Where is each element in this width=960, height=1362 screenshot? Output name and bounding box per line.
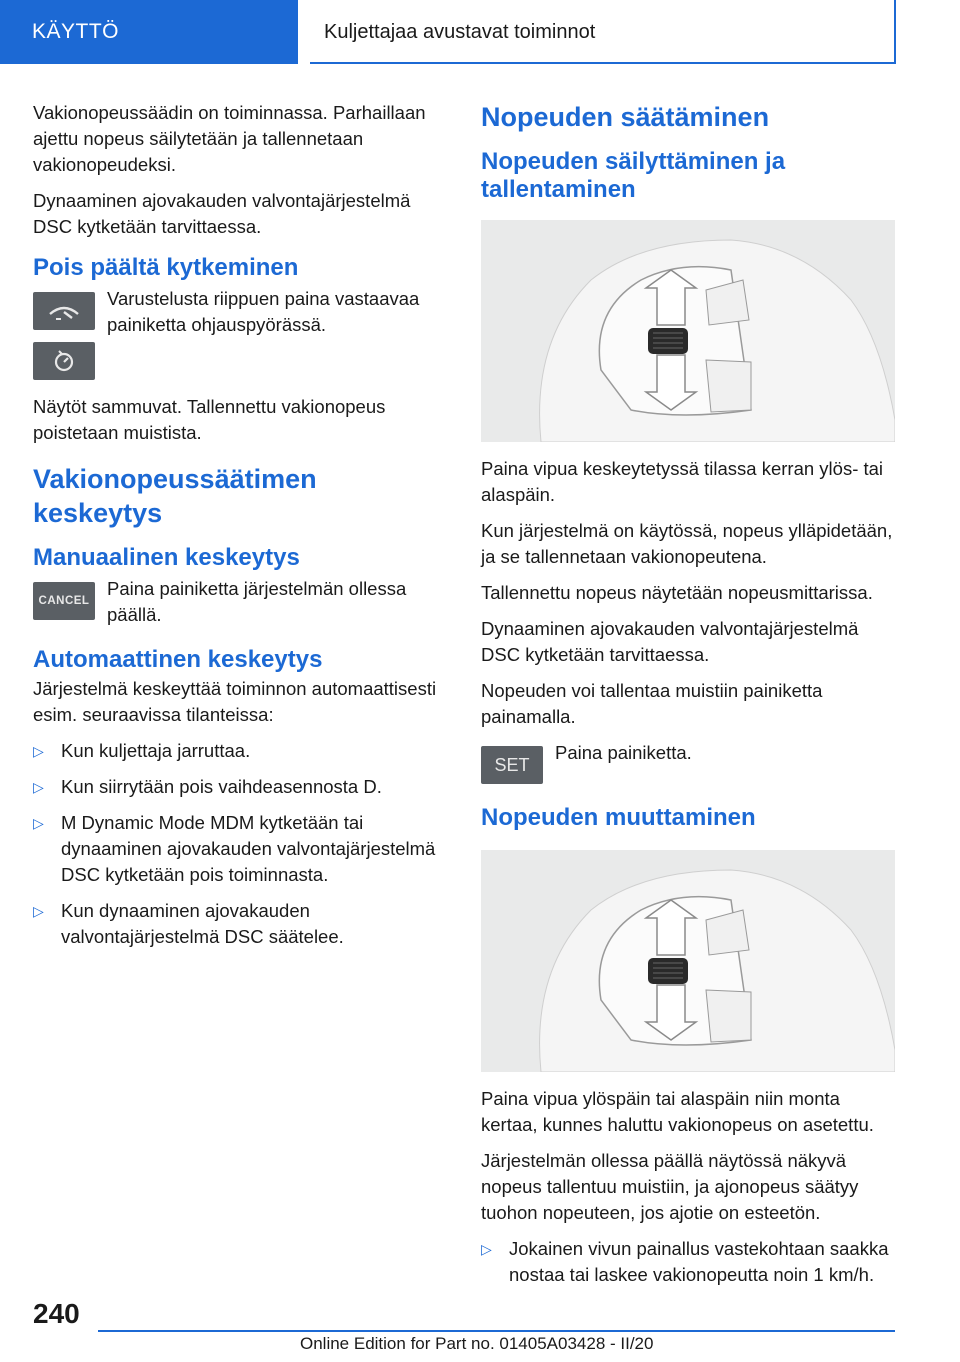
- chapter-tab: KÄYTTÖ: [0, 0, 298, 64]
- paragraph: Dynaaminen ajovakauden valvontajärjestelmä DSC kytketään tarvittaessa.: [481, 618, 859, 665]
- limiter-button-image: [33, 342, 95, 380]
- manual-pause-text: Paina painiketta järjestelmän ollessa päällä.: [107, 578, 407, 625]
- alternative-button-row: [33, 342, 443, 380]
- list-item: ▷ M Dynamic Mode MDM kytketään tai dynaaminen ajovakauden valvontajärjestelmä DSC kytketään pois toiminnasta.: [33, 812, 436, 885]
- heading-switch-off: Pois päältä kytkeminen: [33, 254, 299, 281]
- list-item: ▷ Kun dynaaminen ajovakauden valvontajärjestelmä DSC säätelee.: [33, 900, 344, 947]
- heading-keep-speed: Nopeuden säilyttäminen ja tallentaminen: [481, 148, 786, 203]
- list-item: ▷ Jokainen vivun painallus vastekohtaan saakka nostaa tai laskee vakionopeutta noin 1 km/h.: [481, 1238, 889, 1285]
- set-text: Paina painiketta.: [555, 742, 692, 763]
- bullet-triangle-icon: ▷: [33, 743, 44, 759]
- steering-wheel-illustration: [481, 220, 895, 442]
- bullet-triangle-icon: ▷: [481, 1241, 492, 1257]
- paragraph: Kun järjestelmä on käytössä, nopeus ylläpidetään, ja se tallennetaan vakionopeutena.: [481, 520, 893, 567]
- paragraph: Järjestelmän ollessa päällä näytössä näkyvä nopeus tallentuu muistiin, ja ajonopeus säätyy tuohon nopeuteen, jos ajotie on esteetön.: [481, 1150, 859, 1223]
- paragraph: Järjestelmä keskeyttää toiminnon automaattisesti esim. seuraavissa tilanteissa:: [33, 678, 437, 725]
- right-column: [481, 100, 897, 1298]
- steering-wheel-rocker-image: [481, 850, 895, 1072]
- paragraph: Vakionopeussäädin on toiminnassa. Parhaillaan ajettu nopeus säilytetään ja tallennetaan vakionopeudeksi.: [33, 102, 426, 175]
- left-column: [33, 100, 443, 960]
- switch-off-text: Varustelusta riippuen paina vastaavaa painiketta ohjauspyörässä.: [107, 288, 420, 335]
- set-button-image: SET: [481, 746, 543, 784]
- cruise-control-button-image: [33, 292, 95, 330]
- heading-auto-pause: Automaattinen keskeytys: [33, 646, 323, 673]
- bullet-triangle-icon: ▷: [33, 903, 44, 919]
- speed-limiter-icon: [51, 348, 77, 374]
- paragraph: Paina vipua ylöspäin tai alaspäin niin monta kertaa, kunnes haluttu vakionopeus on asetettu.: [481, 1088, 874, 1135]
- paragraph: Nopeuden voi tallentaa muistiin painiketta painamalla.: [481, 680, 823, 727]
- set-instruction: [481, 742, 897, 784]
- heading-manual-pause: Manuaalinen keskeytys: [33, 544, 300, 571]
- change-speed-list: [481, 1236, 897, 1288]
- cancel-button-image: CANCEL: [33, 582, 95, 620]
- list-item: ▷ Kun kuljettaja jarruttaa.: [33, 738, 443, 764]
- heading-change-speed: Nopeuden muuttaminen: [481, 804, 756, 831]
- auto-pause-list: [33, 738, 443, 950]
- manual-pause-instruction: [33, 578, 443, 628]
- bullet-triangle-icon: ▷: [33, 779, 44, 795]
- paragraph: Näytöt sammuvat. Tallennettu vakionopeus poistetaan muistista.: [33, 396, 386, 443]
- edition-note: Online Edition for Part no. 01405A03428 - II/20: [300, 1334, 654, 1353]
- paragraph: Tallennettu nopeus näytetään nopeusmittarissa.: [481, 582, 873, 603]
- header-separator: [298, 0, 310, 64]
- cruise-control-icon: [46, 300, 82, 322]
- steering-wheel-illustration: [481, 850, 895, 1072]
- switch-off-instruction: [33, 288, 443, 338]
- paragraph: Paina vipua keskeytetyssä tilassa kerran ylös- tai alaspäin.: [481, 458, 884, 505]
- heading-adjust-speed: Nopeuden säätäminen: [481, 102, 770, 132]
- heading-pause: Vakionopeussäätimen keskeytys: [33, 464, 317, 528]
- list-item: ▷ Kun siirrytään pois vaihdeasennosta D.: [33, 774, 443, 800]
- footer-divider: [98, 1330, 895, 1332]
- page-number: 240: [33, 1298, 80, 1329]
- section-title: Kuljettajaa avustavat toiminnot: [310, 0, 896, 64]
- steering-wheel-rocker-image: [481, 220, 895, 442]
- paragraph: Dynaaminen ajovakauden valvontajärjestelmä DSC kytketään tarvittaessa.: [33, 190, 411, 237]
- bullet-triangle-icon: ▷: [33, 815, 44, 831]
